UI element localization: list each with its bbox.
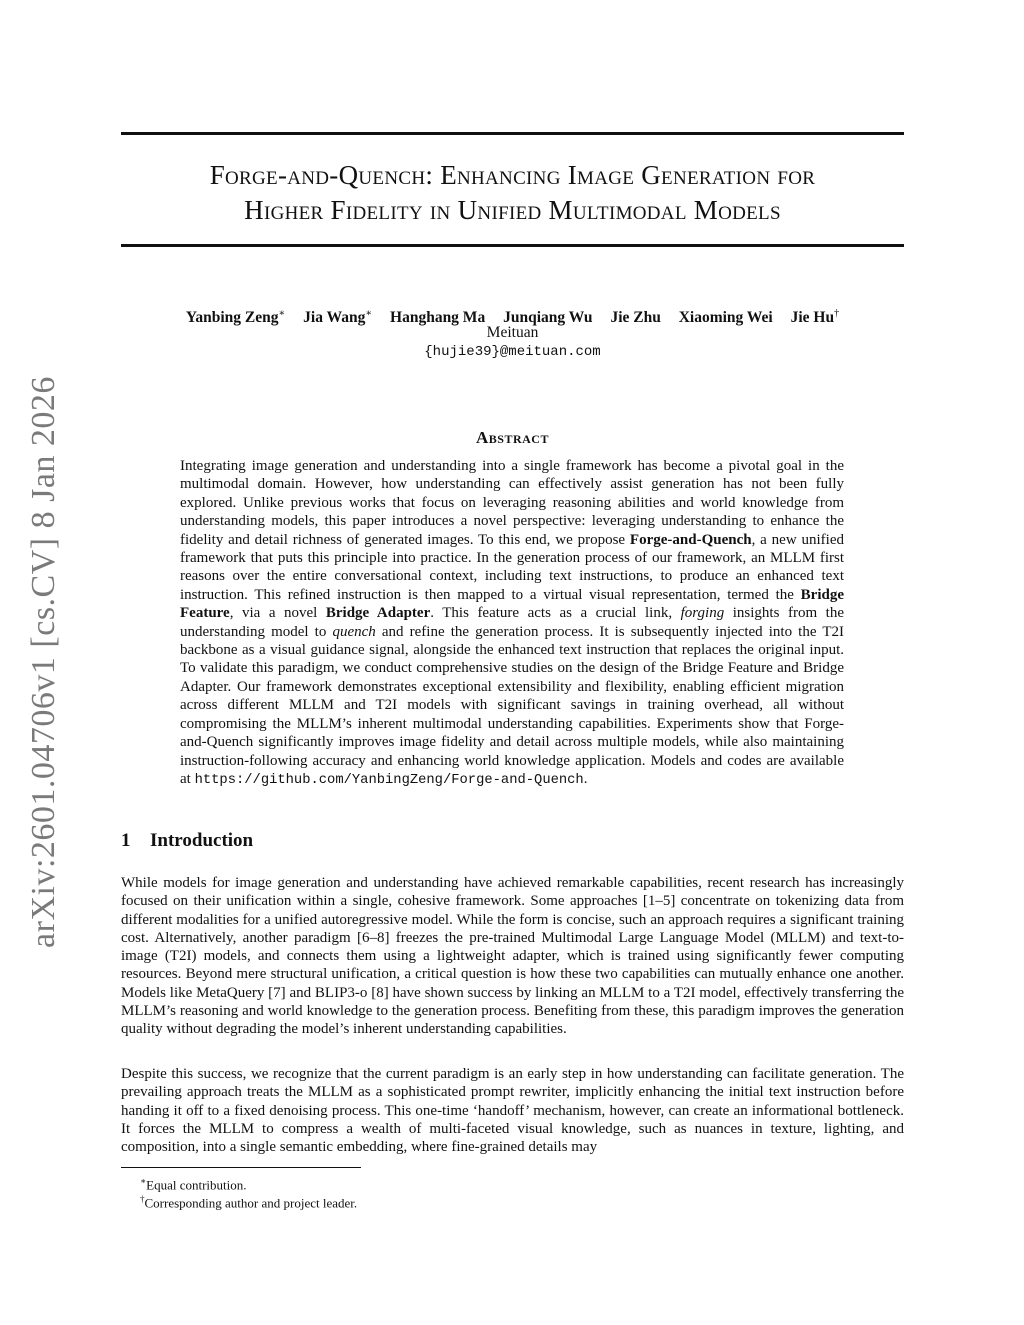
- author: Yanbing Zeng∗: [185, 308, 286, 327]
- footnote-rule: [121, 1167, 361, 1168]
- author: Junqiang Wu: [503, 309, 593, 327]
- bridge-feature-term: Bridge Feature: [180, 586, 844, 622]
- author: Hanghang Ma: [390, 309, 486, 327]
- title-line-1: Forge-and-Quench: Enhancing Image Generation for: [209, 160, 816, 190]
- footnote-corresponding-author: †Corresponding author and project leader.: [140, 1194, 358, 1211]
- title-rule-bottom: [121, 244, 904, 247]
- author-email[interactable]: {hujie39}@meituan.com: [424, 344, 601, 360]
- footnote-equal-contribution: ∗Equal contribution.: [140, 1176, 247, 1193]
- framework-name: Forge-and-Quench: [629, 531, 752, 548]
- section-heading-introduction: 1 Introduction: [121, 830, 254, 851]
- abstract-heading: Abstract: [476, 428, 549, 447]
- paper-title: [121, 158, 904, 228]
- title-rule-top: [121, 132, 904, 135]
- intro-paragraph-2: Despite this success, we recognize that the current paradigm is an early step in how understanding can facilitate generation. The prevailing approach treats the MLLM as a sophisticated prompt rewriter, implicitly enhancing the initial text instruction before handing it off to a fixed denoising process. This one-time ‘handoff’ mechanism, however, can create an informational bottleneck. It forces the MLLM to compress a wealth of multi-faceted visual knowledge, such as nuances in texture, lighting, and composition, into a single semantic embedding, where fine-grained details may: [121, 1066, 904, 1156]
- intro-paragraph-1: While models for image generation and understanding have achieved remarkable capabilities, recent research has increasingly focused on their unification within a single, cohesive framework. Some approaches [1–5] concentrate on tokenizing data from different modalities for a unified autoregressive model. While the form is concise, such an approach requires a significant training cost. Alternatively, another paradigm [6–8] freezes the pre-trained Multimodal Large Language Model (MLLM) and text-to-image (T2I) models, and connects them using a lightweight adapter, which is trained using significantly fewer computing resources. Beyond mere structural unification, a critical question is how these two capabilities can mutually enhance one another. Models like MetaQuery [7] and BLIP3-o [8] have shown success by linking an MLLM to a T2I model, effectively transferring the MLLM’s reasoning and world knowledge to the generation process. Benefiting from these, this paradigm improves the generation quality without degrading the model’s inherent understanding capabilities.: [121, 875, 904, 1038]
- author: Jie Hu†: [790, 308, 840, 327]
- title-line-2: Higher Fidelity in Unified Multimodal Models: [244, 195, 781, 225]
- arxiv-identifier: arXiv:2601.04706v1 [cs.CV] 8 Jan 2026: [25, 376, 62, 948]
- author: Xiaoming Wei: [678, 309, 773, 327]
- author: Jia Wang∗: [303, 308, 373, 327]
- bridge-adapter-term: Bridge Adapter: [325, 605, 431, 622]
- abstract-body: Integrating image generation and understanding into a single framework has become a pivotal goal in the multimodal domain. However, how understanding can effectively assist generation has not been fully explored. Unlike previous works that focus on leveraging reasoning abilities and world knowledge from understanding models, this paper introduces a novel perspective: leveraging understanding to enhance the fidelity and detail richness of generated images. To this end, we propose Forge-and-Quench, a new unified framework that puts this principle into practice. In the generation process of our framework, an MLLM first reasons over the entire conversational context, including text instructions, to produce an enhanced text instruction. This refined instruction is then mapped to a virtual visual representation, termed the Bridge Feature, via a novel Bridge Adapter. This feature acts as a crucial link, forging insights from the understanding model to quench and refine the generation process. It is subsequently injected into the T2I backbone as a visual guidance signal, alongside the enhanced text instruction that replaces the original input. To validate this paradigm, we conduct comprehensive studies on the design of the Bridge Feature and Bridge Adapter. Our framework demonstrates exceptional extensibility and flexibility, enabling efficient migration across different MLLM and T2I models with significant savings in training overhead, all without compromising the MLLM’s inherent multimodal understanding capabilities. Experiments show that Forge-and-Quench significantly improves image fidelity and detail across multiple models, while also maintaining instruction-following accuracy and enhancing world knowledge application. Models and codes are available at https://github.com/YanbingZeng/Forge-and-Quench.: [180, 458, 844, 788]
- affiliation: Meituan: [486, 324, 539, 341]
- author: Jie Zhu: [610, 309, 661, 327]
- code-url-link[interactable]: https://github.com/YanbingZeng/Forge-and-Quench: [194, 772, 584, 788]
